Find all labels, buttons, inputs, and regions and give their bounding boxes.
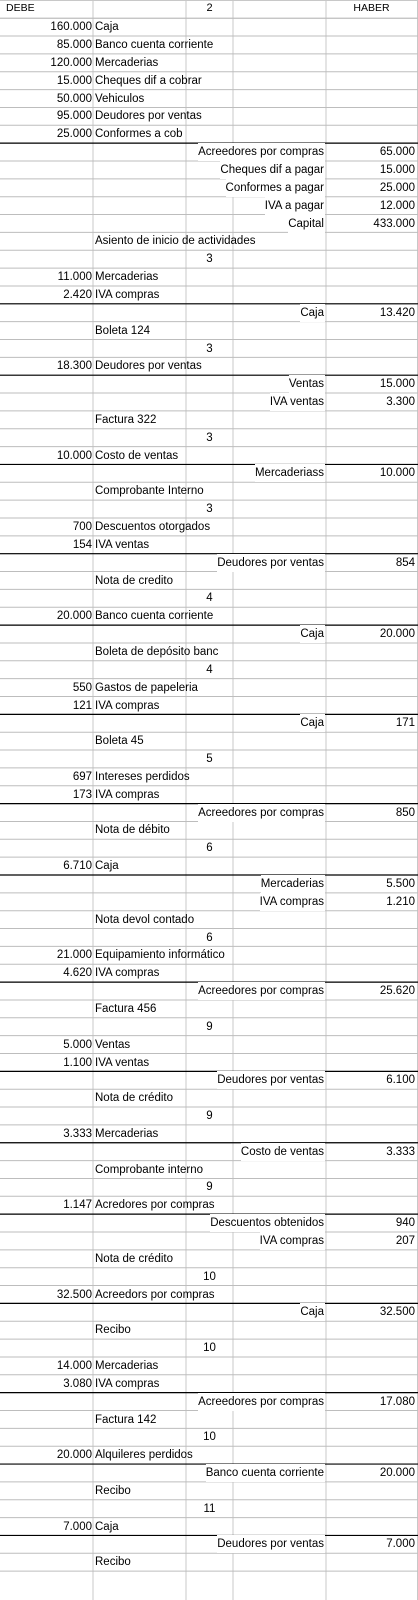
journal-row <box>0 714 418 732</box>
entry-number: 4 <box>206 592 213 605</box>
journal-row <box>0 1178 418 1196</box>
credit-amount: 207 <box>395 1235 415 1247</box>
debit-amount: 14.000 <box>56 1359 92 1372</box>
journal-row <box>0 589 418 607</box>
journal-row <box>0 786 418 804</box>
debit-account: IVA ventas <box>95 1056 150 1069</box>
debit-amount: 21.000 <box>56 949 92 962</box>
credit-account: Costo de ventas <box>241 1143 325 1161</box>
journal-row <box>0 661 418 679</box>
journal-row <box>0 304 418 322</box>
entry-description: Nota de crédito <box>95 1092 173 1105</box>
credit-amount: 15.000 <box>379 378 415 391</box>
credit-amount: 12.000 <box>379 199 415 212</box>
journal-row <box>0 768 418 786</box>
journal-row <box>0 197 418 215</box>
credit-account: Caja <box>300 625 325 643</box>
credit-account: Acreedores por compras <box>198 143 325 161</box>
debit-account: Mercaderias <box>95 271 159 284</box>
debit-amount: 6.710 <box>63 860 92 873</box>
entry-number: 6 <box>206 931 213 944</box>
debit-amount: 7.000 <box>63 1520 92 1533</box>
debit-account: Alquileres perdidos <box>95 1449 193 1462</box>
journal-row <box>0 161 418 179</box>
debit-account: IVA compras <box>95 788 160 801</box>
debit-amount: 11.000 <box>57 271 92 284</box>
entry-number: 9 <box>206 1181 213 1194</box>
credit-amount: 854 <box>395 556 415 569</box>
journal-row <box>0 1161 418 1179</box>
journal-row <box>0 1250 418 1268</box>
entry-description: Factura 142 <box>95 1413 157 1426</box>
credit-amount: 13.420 <box>379 306 415 319</box>
debit-amount: 95.000 <box>56 110 92 123</box>
credit-amount: 3.300 <box>386 396 415 409</box>
journal-row <box>0 36 418 54</box>
journal-row <box>0 1018 418 1036</box>
journal-row <box>0 1303 418 1321</box>
entry-number: 4 <box>206 663 213 676</box>
debit-account: Vehiculos <box>95 92 145 105</box>
credit-account: Caja <box>300 714 325 732</box>
journal-row <box>0 1000 418 1018</box>
credit-amount: 433.000 <box>373 217 415 230</box>
journal-row <box>0 54 418 72</box>
credit-account: Descuentos obtenidos <box>210 1214 325 1232</box>
debit-account: Mercaderias <box>95 1359 159 1372</box>
entry-description: Factura 322 <box>95 413 157 426</box>
debit-account: Caja <box>95 1520 119 1533</box>
entry-description: Nota de crédito <box>95 1252 173 1265</box>
journal-row <box>0 1196 418 1214</box>
journal-row <box>0 429 418 447</box>
credit-account: Caja <box>300 1303 325 1321</box>
journal-row <box>0 1553 418 1571</box>
debit-account: IVA ventas <box>95 538 150 551</box>
credit-amount: 5.500 <box>386 878 415 890</box>
journal-row <box>0 250 418 268</box>
journal-row <box>0 1071 418 1089</box>
entry-number: 10 <box>203 1342 216 1355</box>
journal-row <box>0 1411 418 1429</box>
entry-number: 5 <box>206 753 213 766</box>
debit-amount: 25.000 <box>56 128 92 141</box>
credit-account: Acreedores por compras <box>198 1393 325 1411</box>
credit-amount: 3.333 <box>386 1145 415 1158</box>
credit-account: Acreedores por compras <box>198 982 325 1000</box>
credit-account: Deudores por ventas <box>217 1535 325 1553</box>
debit-amount: 3.333 <box>63 1127 92 1140</box>
credit-amount: 1.210 <box>386 895 415 908</box>
entry-number: 9 <box>206 1110 213 1123</box>
debit-account: Equipamiento informático <box>95 949 225 962</box>
debit-account: Caja <box>95 860 119 873</box>
credit-account: Conformes a pagar <box>226 179 325 197</box>
debit-amount: 1.100 <box>63 1056 92 1069</box>
credit-amount: 6.100 <box>386 1074 415 1087</box>
journal-row <box>0 893 418 911</box>
entry-description: Nota de credito <box>95 574 173 587</box>
debit-account: Costo de ventas <box>95 449 179 462</box>
journal-row <box>0 1268 418 1286</box>
credit-amount: 850 <box>395 806 415 819</box>
credit-amount: 17.080 <box>379 1395 415 1408</box>
entry-number: 10 <box>203 1431 216 1444</box>
journal-row <box>0 911 418 929</box>
debit-account: IVA compras <box>95 699 160 712</box>
journal-row <box>0 1286 418 1304</box>
debit-account: Deudores por ventas <box>95 360 202 373</box>
debit-account: Descuentos otorgados <box>95 521 211 533</box>
journal-row <box>0 625 418 643</box>
credit-amount: 940 <box>395 1217 415 1230</box>
debit-amount: 2.420 <box>63 288 92 301</box>
debit-amount: 18.300 <box>56 360 92 373</box>
credit-account: IVA a pagar <box>265 197 325 215</box>
credit-account: Ventas <box>289 375 325 393</box>
credit-account: IVA compras <box>260 893 325 911</box>
entry-number: 3 <box>206 253 213 266</box>
debit-amount: 697 <box>72 770 92 783</box>
journal-row <box>0 964 418 982</box>
entry-description: Nota devol contado <box>95 913 195 926</box>
journal-row <box>0 1357 418 1375</box>
entry-description: Boleta 124 <box>95 324 150 337</box>
debit-amount: 154 <box>72 538 92 551</box>
entry-description: Nota de débito <box>95 824 170 837</box>
journal-row <box>0 1089 418 1107</box>
journal-row <box>0 607 418 625</box>
credit-account: IVA ventas <box>270 393 325 411</box>
debit-amount: 10.000 <box>56 449 92 462</box>
journal-row <box>0 107 418 125</box>
entry-number: 11 <box>203 1502 216 1515</box>
credit-amount: 20.000 <box>379 628 415 641</box>
journal-row <box>0 1143 418 1161</box>
debit-amount: 1.147 <box>63 1199 92 1212</box>
journal-row <box>0 411 418 429</box>
debit-account: Banco cuenta corriente <box>95 610 214 623</box>
debit-account: Acredores por compras <box>95 1199 215 1212</box>
debit-amount: 20.000 <box>56 1449 92 1462</box>
entry-description: Asiento de inicio de actividades <box>95 235 256 248</box>
credit-amount: 20.000 <box>379 1467 415 1480</box>
journal-row <box>0 946 418 964</box>
debit-amount: 173 <box>72 788 92 801</box>
journal-row <box>0 572 418 590</box>
debit-account: Caja <box>95 21 119 34</box>
debit-amount: 15.000 <box>56 74 92 87</box>
journal-row <box>0 1446 418 1464</box>
debit-amount: 120.000 <box>50 56 92 69</box>
journal-row <box>0 1518 418 1536</box>
debit-amount: 85.000 <box>56 39 92 52</box>
journal-row <box>0 125 418 143</box>
journal-row <box>0 500 418 518</box>
journal-row <box>0 1464 418 1482</box>
entry-description: Boleta 45 <box>95 735 144 748</box>
credit-amount: 15.000 <box>379 164 415 176</box>
journal-row <box>0 821 418 839</box>
entry-number: 9 <box>206 1020 213 1033</box>
debit-amount: 4.620 <box>63 967 92 980</box>
entry-description: Comprobante interno <box>95 1163 204 1176</box>
journal-row <box>0 1321 418 1339</box>
journal-row <box>0 518 418 536</box>
debit-amount: 160.000 <box>50 21 92 34</box>
credit-account: Caja <box>300 304 325 322</box>
debit-amount: 20.000 <box>56 610 92 623</box>
journal-row <box>0 750 418 768</box>
credit-account: Cheques dif a pagar <box>220 161 325 179</box>
debit-account: Deudores por ventas <box>95 110 202 123</box>
entry-number: 10 <box>203 1270 216 1283</box>
journal-row <box>0 697 418 715</box>
journal-row <box>0 1535 418 1553</box>
journal-row <box>0 268 418 286</box>
journal-row <box>0 839 418 857</box>
entry-description: Recibo <box>95 1556 131 1569</box>
journal-row <box>0 929 418 947</box>
credit-account: Mercaderias <box>261 875 325 893</box>
journal-row <box>0 875 418 893</box>
credit-amount: 25.000 <box>379 181 415 194</box>
credit-amount: 25.620 <box>379 985 415 998</box>
entry-number: 3 <box>206 503 213 516</box>
debit-account: Conformes a cob <box>95 128 183 141</box>
debit-account: IVA compras <box>95 967 160 980</box>
journal-row <box>0 143 418 161</box>
debit-account: Intereses perdidos <box>95 770 190 783</box>
journal-row <box>0 1054 418 1072</box>
journal-row <box>0 357 418 375</box>
entry-number: 3 <box>206 342 213 355</box>
debit-amount: 3.080 <box>63 1377 92 1390</box>
entry-number: 6 <box>206 842 213 855</box>
journal-row <box>0 1125 418 1143</box>
credit-amount: 65.000 <box>379 146 415 159</box>
header-debe: DEBE <box>6 2 35 14</box>
journal-row <box>0 1214 418 1232</box>
debit-account: Ventas <box>95 1038 131 1051</box>
journal-row <box>0 1036 418 1054</box>
credit-account: Capital <box>288 215 325 233</box>
debit-account: Mercaderias <box>95 56 159 69</box>
debit-amount: 32.500 <box>56 1288 92 1301</box>
journal-row <box>0 447 418 465</box>
journal-row <box>0 72 418 90</box>
journal-row <box>0 179 418 197</box>
credit-amount: 10.000 <box>379 467 415 480</box>
credit-account: Deudores por ventas <box>217 1071 325 1089</box>
journal-row <box>0 536 418 554</box>
journal-row <box>0 1232 418 1250</box>
entry-description: Recibo <box>95 1324 131 1337</box>
entry-description: Factura 456 <box>95 1002 157 1015</box>
debit-amount: 550 <box>72 681 92 694</box>
debit-account: Gastos de papeleria <box>95 681 198 694</box>
journal-row <box>0 1107 418 1125</box>
journal-row <box>0 286 418 304</box>
debit-account: IVA compras <box>95 288 160 301</box>
journal-row <box>0 982 418 1000</box>
journal-row <box>0 340 418 358</box>
credit-amount: 32.500 <box>379 1306 415 1319</box>
journal-row <box>0 643 418 661</box>
entry-description: Boleta de depósito banc <box>95 645 219 658</box>
journal-row <box>0 1428 418 1446</box>
entry-number: 3 <box>206 431 213 444</box>
journal-row <box>0 679 418 697</box>
journal-row <box>0 464 418 482</box>
debit-amount: 121 <box>72 699 92 712</box>
credit-account: Banco cuenta corriente <box>206 1464 325 1482</box>
journal-row <box>0 393 418 411</box>
credit-amount: 171 <box>395 717 415 730</box>
journal-row <box>0 18 418 36</box>
journal-row <box>0 482 418 500</box>
journal-row <box>0 1482 418 1500</box>
journal-row <box>0 90 418 108</box>
debit-amount: 700 <box>72 521 92 533</box>
debit-account: Cheques dif a cobrar <box>95 74 202 87</box>
journal-row <box>0 1393 418 1411</box>
header-number: 2 <box>206 2 213 14</box>
journal-row <box>0 232 418 250</box>
credit-account: Deudores por ventas <box>217 554 325 572</box>
credit-amount: 7.000 <box>386 1538 415 1551</box>
debit-amount: 50.000 <box>56 92 92 105</box>
entry-description: Comprobante Interno <box>95 485 204 498</box>
journal-row <box>0 1339 418 1357</box>
journal-row <box>0 1375 418 1393</box>
journal-row <box>0 215 418 233</box>
journal-row <box>0 857 418 875</box>
journal-row <box>0 804 418 822</box>
credit-account: Acreedores por compras <box>198 804 325 822</box>
journal-row <box>0 732 418 750</box>
header-haber: HABER <box>353 2 390 14</box>
debit-account: Acreedors por compras <box>95 1288 215 1301</box>
journal-row <box>0 322 418 340</box>
journal-row <box>0 554 418 572</box>
debit-amount: 5.000 <box>63 1038 92 1051</box>
journal-row <box>0 1500 418 1518</box>
debit-account: IVA compras <box>95 1377 160 1390</box>
entry-description: Recibo <box>95 1484 131 1497</box>
journal-row <box>0 375 418 393</box>
debit-account: Banco cuenta corriente <box>95 39 214 52</box>
credit-account: Mercaderiass <box>255 464 325 482</box>
debit-account: Mercaderias <box>95 1127 159 1140</box>
credit-account: IVA compras <box>260 1232 325 1250</box>
